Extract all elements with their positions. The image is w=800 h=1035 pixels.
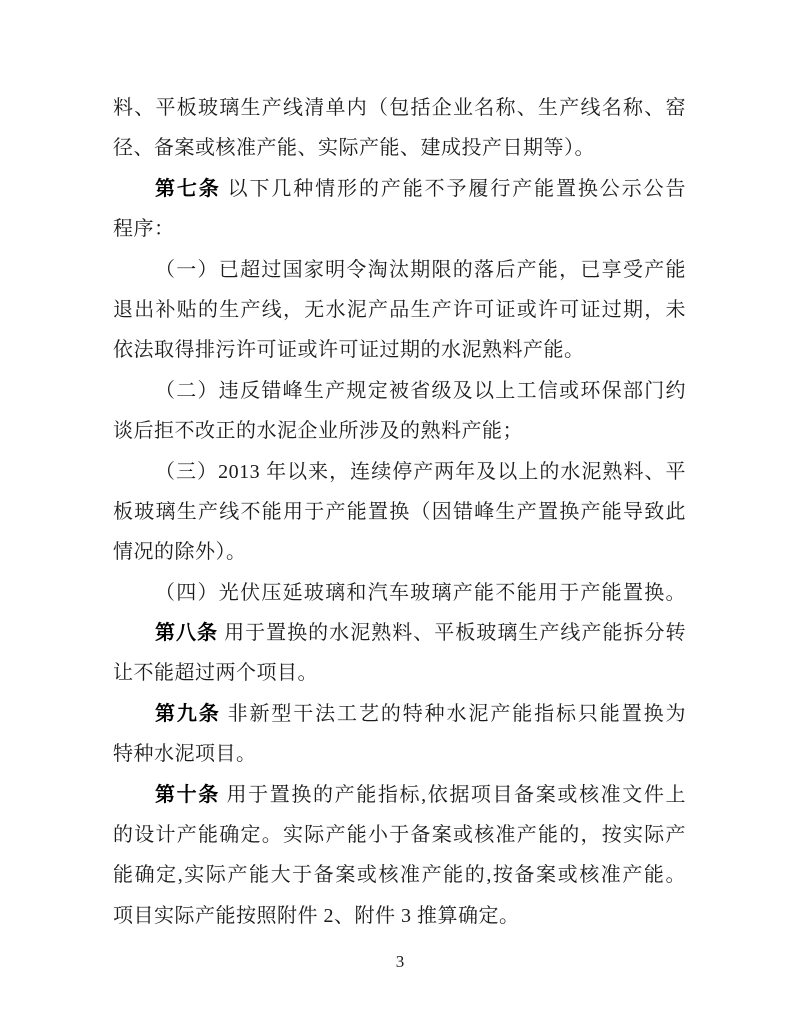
line-text: 以下几种情形的产能不予履行产能置换公示公告 (220, 177, 686, 200)
line-text: 用于置换的水泥熟料、平板玻璃生产线产能拆分转 (218, 622, 687, 645)
text-line (113, 532, 686, 572)
line-text: 的设计产能确定。实际产能小于备案或核准产能的，按实际产 (113, 824, 686, 847)
line-text: （三）2013 年以来，连续停产两年及以上的水泥熟料、平 (155, 460, 686, 483)
text-line (113, 492, 686, 532)
article-number: 第九条 (155, 702, 221, 725)
article-number: 第八条 (155, 622, 219, 645)
text-line-article-10 (113, 775, 686, 815)
text-line (113, 411, 686, 451)
line-text: 板玻璃生产线不能用于产能置换（因错峰生产置换产能导致此 (113, 500, 686, 523)
text-line-item-4 (113, 573, 686, 613)
line-text: 让不能超过两个项目。 (113, 662, 318, 685)
line-text: 径、备案或核准产能、实际产能、建成投产日期等）。 (113, 137, 595, 160)
line-text: 能确定,实际产能大于备案或核准产能的,按备案或核准产能。 (113, 864, 686, 887)
text-line (113, 128, 686, 168)
text-line (113, 896, 686, 936)
line-text: 退出补贴的生产线，无水泥产品生产许可证或许可证过期，未 (113, 298, 686, 321)
page-number: 3 (395, 952, 405, 971)
line-text: （二）违反错峰生产规定被省级及以上工信或环保部门约 (155, 379, 686, 402)
line-text: 用于置换的产能指标,依据项目备案或核准文件上 (219, 783, 687, 806)
text-line (113, 815, 686, 855)
line-text: 特种水泥项目。 (113, 743, 257, 766)
line-text: 谈后拒不改正的水泥企业所涉及的熟料产能； (113, 420, 523, 443)
line-text: 依法取得排污许可证或许可证过期的水泥熟料产能。 (113, 339, 585, 362)
text-line-article-9 (113, 694, 686, 734)
line-text: （一）已超过国家明令淘汰期限的落后产能，已享受产能 (155, 258, 686, 281)
text-line (113, 88, 686, 128)
text-line-item-3 (113, 452, 686, 492)
article-number: 第七条 (155, 177, 221, 200)
text-line-item-1 (113, 250, 686, 290)
text-line-article-7 (113, 169, 686, 209)
text-line-article-8 (113, 613, 686, 653)
document-body (113, 88, 686, 936)
text-line (113, 290, 686, 330)
text-line (113, 330, 686, 370)
text-line (113, 734, 686, 774)
line-text: 料、平板玻璃生产线清单内（包括企业名称、生产线名称、窑 (113, 97, 686, 119)
line-text: 项目实际产能按照附件 2、附件 3 推算确定。 (113, 904, 520, 927)
line-text: 情况的除外）。 (113, 541, 247, 564)
line-text: 程序： (113, 218, 175, 241)
text-line-item-2 (113, 371, 686, 411)
article-number: 第十条 (155, 783, 220, 806)
text-line (113, 209, 686, 249)
line-text: 非新型干法工艺的特种水泥产能指标只能置换为 (220, 702, 686, 725)
text-line (113, 653, 686, 693)
line-text: （四）光伏压延玻璃和汽车玻璃产能不能用于产能置换。 (155, 581, 686, 604)
text-line (113, 855, 686, 895)
